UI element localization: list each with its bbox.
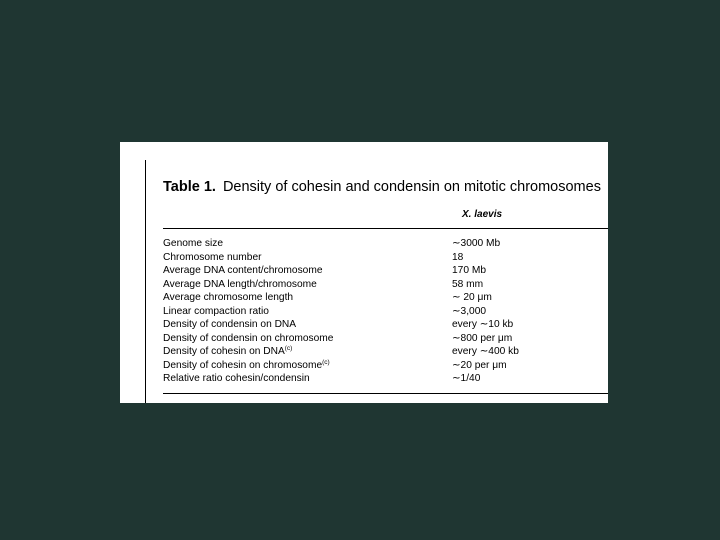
- row-label-text: Genome size: [163, 238, 224, 249]
- row-value: ∼20 per μm: [452, 359, 507, 371]
- row-value: 58 mm: [452, 278, 484, 290]
- row-value: ∼3000 Mb: [452, 238, 501, 249]
- row-value: every ∼10 kb: [452, 319, 514, 330]
- footnote-marker: (c): [322, 358, 330, 366]
- document-page: [120, 142, 608, 403]
- table-row: [163, 372, 608, 386]
- row-label-text: Linear compaction ratio: [163, 305, 269, 317]
- row-label: [163, 359, 330, 373]
- row-label-text: Density of cohesin on chromosome: [163, 359, 323, 371]
- table-body: [163, 237, 608, 386]
- row-value: 170 Mb: [452, 265, 486, 276]
- row-value: 18: [452, 251, 464, 263]
- table-caption: Density of cohesin and condensin on mitotic chromosomes: [222, 179, 601, 195]
- margin-rule: [145, 160, 146, 403]
- row-label: [163, 251, 262, 265]
- row-label: [163, 237, 223, 251]
- header-rule: [163, 228, 608, 229]
- row-label-text: Chromosome number: [163, 251, 262, 263]
- row-label-text: Density of condensin on chromosome: [163, 332, 334, 344]
- row-label-text: Relative ratio cohesin/condensin: [163, 373, 310, 384]
- row-label-text: Density of cohesin on DNA: [163, 346, 285, 357]
- table-number: Table 1.: [163, 179, 216, 195]
- row-label: [163, 264, 323, 278]
- row-label: [163, 345, 292, 359]
- table-row: [163, 251, 608, 265]
- table-row: [163, 359, 608, 373]
- table-row: [163, 345, 608, 359]
- row-label-text: Average DNA length/chromosome: [163, 278, 317, 290]
- row-label-text: Density of condensin on DNA: [163, 319, 297, 330]
- table-row: [163, 237, 608, 251]
- footer-rule: [163, 393, 608, 394]
- row-label: [163, 318, 296, 332]
- table-row: [163, 278, 608, 292]
- row-value: ∼800 per μm: [452, 332, 513, 344]
- table-title: [163, 179, 601, 195]
- row-value: ∼ 20 μm: [452, 292, 492, 303]
- row-label: [163, 332, 333, 346]
- row-value: ∼1/40: [452, 373, 481, 384]
- row-label: [163, 372, 310, 386]
- row-value: ∼3,000: [452, 305, 487, 317]
- row-value: every ∼400 kb: [452, 346, 519, 357]
- table-row: [163, 332, 608, 346]
- footnote-marker: (c): [284, 345, 293, 352]
- row-label: [163, 278, 317, 292]
- table-row: [163, 318, 608, 332]
- row-label: [163, 305, 269, 319]
- table-row: [163, 264, 608, 278]
- row-label: [163, 291, 293, 305]
- table-row: [163, 291, 608, 305]
- table-row: [163, 305, 608, 319]
- row-label-text: Average chromosome length: [163, 292, 294, 303]
- column-header-species: X. laevis: [462, 209, 503, 220]
- row-label-text: Average DNA content/chromosome: [163, 265, 323, 276]
